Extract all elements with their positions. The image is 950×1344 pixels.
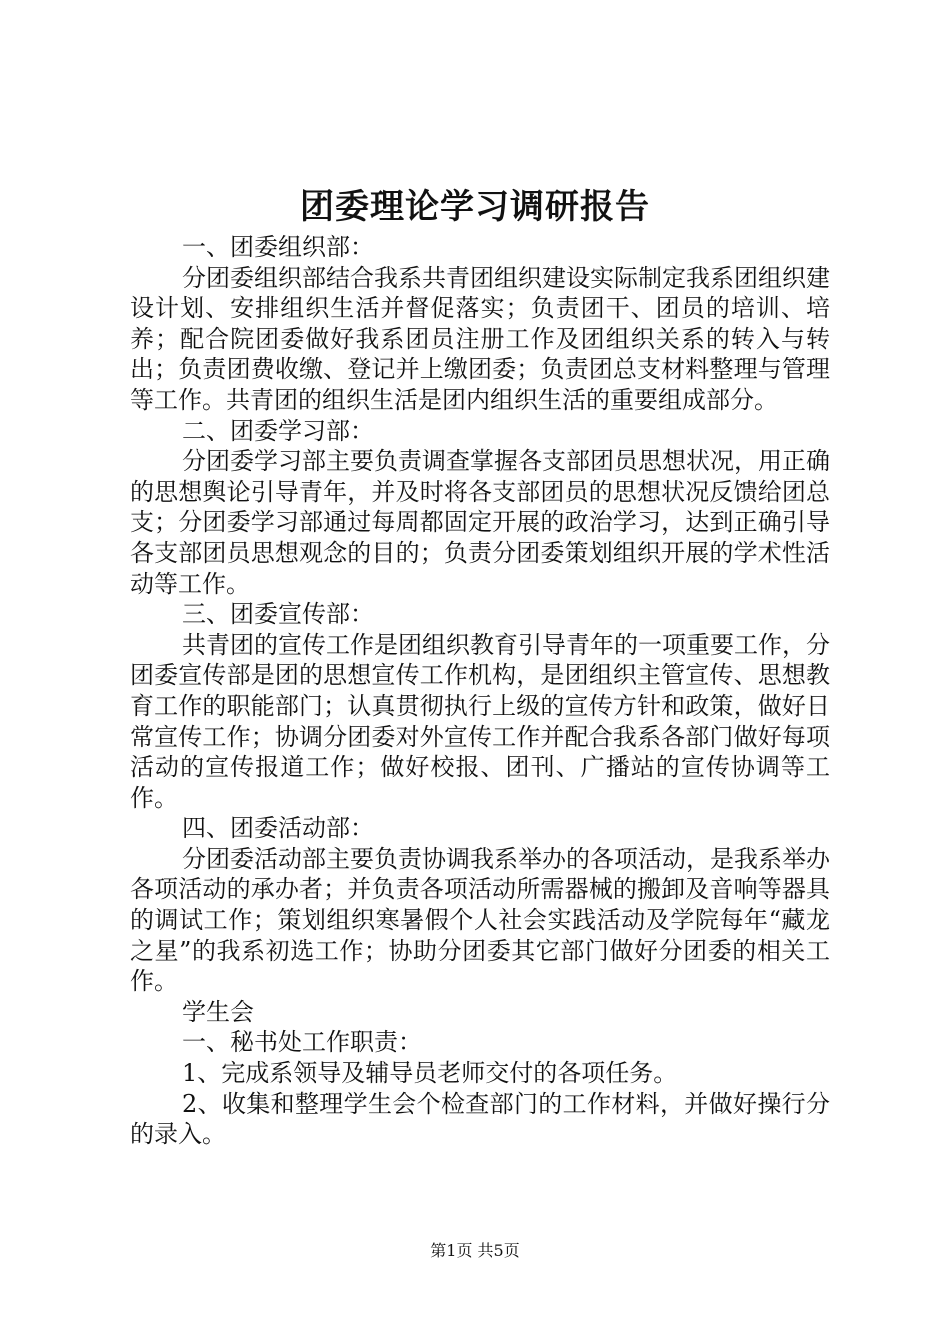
section-heading: 二、团委学习部： [182, 416, 374, 445]
document-title: 团委理论学习调研报告 [300, 187, 650, 227]
body-paragraph: 分团委组织部结合我系共青团组织建设实际制定我系团组织建设计划、安排组织生活并督促落实；负责团干、团员的培训、培养；配合院团委做好我系团员注册工作及团组织关系的转入与转出；负责团费收缴、登记并上缴团委；负责团总支材料整理与管理等工作。共青团的组织生活是团内组织生活的重要组成部分。 [130, 263, 830, 414]
section-heading: 一、秘书处工作职责： [182, 1028, 422, 1057]
document-body [130, 232, 830, 1150]
body-paragraph: 共青团的宣传工作是团组织教育引导青年的一项重要工作，分团委宣传部是团的思想宣传工作机构，是团组织主管宣传、思想教育工作的职能部门；认真贯彻执行上级的宣传方针和政策，做好日常宣传工作；协调分团委对外宣传工作并配合我系各部门做好每项活动的宣传报道工作；做好校报、团刊、广播站的宣传协调等工作。 [130, 630, 830, 812]
list-item: 1、完成系领导及辅导员老师交付的各项任务。 [182, 1059, 678, 1088]
page-footer: 第1页 共5页 [430, 1241, 520, 1260]
section-heading: 学生会 [182, 997, 254, 1026]
body-paragraph: 分团委活动部主要负责协调我系举办的各项活动，是我系举办各项活动的承办者；并负责各项活动所需器械的搬卸及音响等器具的调试工作；策划组织寒暑假个人社会实践活动及学院每年“藏龙之星”的我系初选工作；协助分团委其它部门做好分团委的相关工作。 [130, 844, 830, 996]
body-paragraph: 分团委学习部主要负责调查掌握各支部团员思想状况，用正确的思想舆论引导青年，并及时将各支部团员的思想状况反馈给团总支；分团委学习部通过每周都固定开展的政治学习，达到正确引导各支部团员思想观念的目的；负责分团委策划组织开展的学术性活动等工作。 [130, 447, 830, 598]
section-heading: 四、团委活动部： [182, 814, 374, 843]
list-item: 2、收集和整理学生会个检查部门的工作材料，并做好操行分的录入。 [130, 1089, 830, 1149]
section-heading: 一、团委组织部： [182, 233, 374, 261]
section-heading: 三、团委宣传部： [182, 600, 374, 629]
